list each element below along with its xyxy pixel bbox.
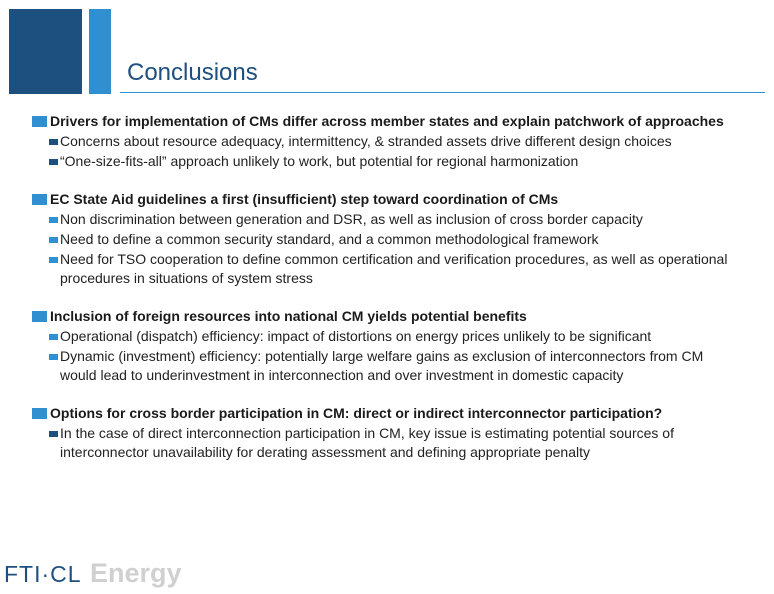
logo-primary-text: FTI·CL	[4, 561, 82, 587]
bullet-level1	[31, 112, 736, 131]
bullet-text: Non discrimination between generation and DSR, as well as inclusion of cross border capacity	[60, 211, 643, 227]
bullet-level2	[31, 210, 736, 229]
bullet-text: “One-size-fits-all” approach unlikely to work, but potential for regional harmonization	[60, 153, 579, 169]
bullet-text: Need for TSO cooperation to define common certification and verification procedures, as well as operational procedures in situations of system stress	[60, 251, 728, 286]
bullet-text: Operational (dispatch) efficiency: impact of distortions on energy prices unlikely to be significant	[60, 328, 652, 344]
square-bullet-icon	[49, 431, 58, 437]
bullet-level2	[31, 152, 736, 171]
bullet-level2	[31, 424, 736, 462]
bullet-level2	[31, 230, 736, 249]
title-divider	[120, 92, 765, 93]
square-bullet-icon	[49, 139, 58, 145]
bullet-text: In the case of direct interconnection participation in CM, key issue is estimating potential sources of interconnector unavailability for derating assessment and defining appropriate penalty	[60, 425, 674, 460]
header-block-dark	[9, 9, 82, 94]
square-bullet-icon	[32, 408, 47, 419]
bullet-text: Need to define a common security standard, and a common methodological framework	[60, 231, 599, 247]
square-bullet-icon	[32, 311, 47, 322]
square-bullet-icon	[32, 194, 47, 205]
square-bullet-icon	[49, 334, 58, 340]
bullet-level2	[31, 250, 736, 288]
square-bullet-icon	[49, 217, 58, 223]
bullet-text: EC State Aid guidelines a first (insufficient) step toward coordination of CMs	[50, 191, 559, 207]
square-bullet-icon	[49, 159, 58, 165]
bullet-level1	[31, 190, 736, 209]
bullet-text: Concerns about resource adequacy, intermittency, & stranded assets drive different design choices	[60, 133, 672, 149]
bullet-text: Inclusion of foreign resources into national CM yields potential benefits	[50, 308, 527, 324]
header-block-light	[89, 9, 111, 94]
bullet-level2	[31, 132, 736, 151]
square-bullet-icon	[49, 354, 58, 360]
bullet-text: Drivers for implementation of CMs differ across member states and explain patchwork of approaches	[50, 113, 724, 129]
square-bullet-icon	[49, 237, 58, 243]
logo-secondary-text: Energy	[90, 558, 182, 588]
company-logo	[4, 556, 182, 590]
square-bullet-icon	[32, 116, 47, 127]
bullet-level1	[31, 404, 736, 423]
section-cross-border	[31, 404, 736, 462]
bullet-level2	[31, 327, 736, 346]
bullet-level1	[31, 307, 736, 326]
section-foreign-resources	[31, 307, 736, 385]
square-bullet-icon	[49, 257, 58, 263]
section-drivers	[31, 112, 736, 171]
section-state-aid	[31, 190, 736, 288]
bullet-text: Options for cross border participation in CM: direct or indirect interconnector participation?	[50, 405, 663, 421]
bullet-text: Dynamic (investment) efficiency: potentially large welfare gains as exclusion of interconnectors from CM would lead to underinvestment in interconnection and over investment in domestic capacity	[60, 348, 704, 383]
page-title: Conclusions	[127, 59, 258, 86]
bullet-level2	[31, 347, 736, 385]
slide-content	[31, 112, 736, 481]
